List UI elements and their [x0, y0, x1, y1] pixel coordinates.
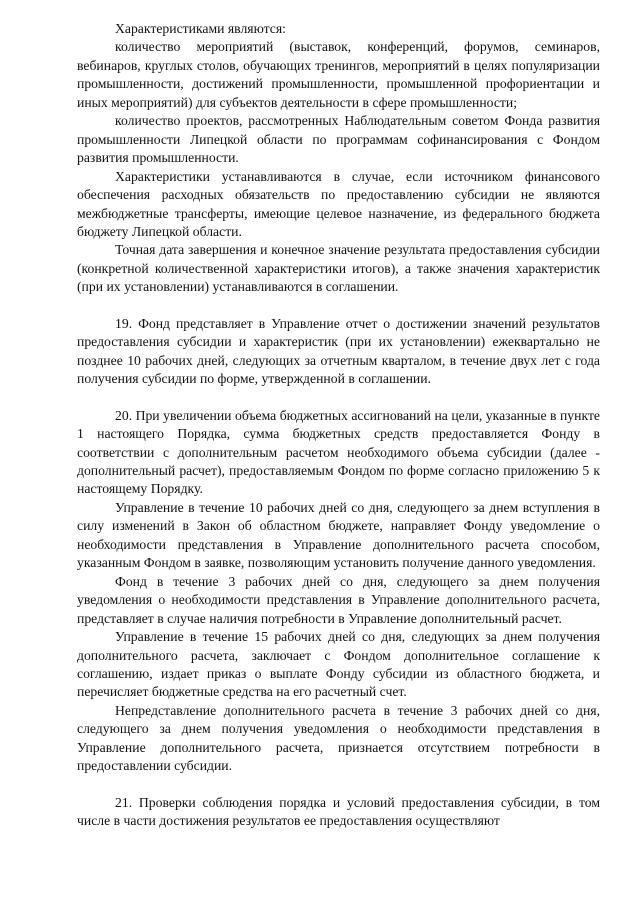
paragraph-management-agreement: Управление в течение 15 рабочих дней со дня, следующих за днем получения дополнительного расчета, заключает с Фондом дополнительное соглашение к соглашению, издает приказ о выплате Фонду субсидии из областного бюджета, и перечисляет бюджетные средства на его расчетный счет. [77, 629, 600, 700]
paragraph-management-notice: Управление в течение 10 рабочих дней со дня, следующего за днем вступления в силу изменений в Закон об областном бюджете, направляет Фонду уведомление о необходимости представления в Управление дополнительного расчета способом, указанным Фондом в заявке, позволяющим установить получение данного уведомления. [77, 499, 600, 571]
paragraph-characteristics-heading: Характеристиками являются: [115, 21, 286, 36]
document-body [77, 20, 600, 831]
paragraph-clause-21: 21. Проверки соблюдения порядка и условий предоставления субсидии, в том числе в части достижения результатов ее предоставления осуществляют [77, 794, 600, 829]
paragraph-events-count: количество мероприятий (выставок, конференций, форумов, семинаров, вебинаров, круглых столов, обучающих тренингов, мероприятий в целях популяризации промышленности, достижений промышленности, промышленной профориентации и иных мероприятий) для субъектов деятельности в сфере промышленности; [77, 39, 600, 110]
paragraph-completion-date: Точная дата завершения и конечное значение результата предоставления субсидии (конкретной количественной характеристики итогов), а также значения характеристик (при их установлении) устанавливаются в соглашении. [77, 242, 600, 295]
paragraph-non-submission: Непредставление дополнительного расчета в течение 3 рабочих дней со дня, следующего за днем получения уведомления о необходимости представления в Управление дополнительного расчета, признается отсутствием потребности в предоставлении субсидии. [77, 702, 600, 774]
paragraph-projects-count: количество проектов, рассмотренных Наблюдательным советом Фонда развития промышленности Липецкой области по программам софинансирования с Фондом развития промышленности. [77, 113, 600, 166]
paragraph-clause-20: 20. При увеличении объема бюджетных ассигнований на цели, указанные в пункте 1 настоящего Порядка, сумма бюджетных средств предоставляется Фонду в соответствии с дополнительным расчетом необходимого объема субсидии (далее - дополнительный расчет), предоставляемым Фондом по форме согласно приложению 5 к настоящему Порядку. [77, 407, 600, 497]
paragraph-fund-submission: Фонд в течение 3 рабочих дней со дня, следующего за днем получения уведомления о необходимости представления в Управление дополнительного расчета, представляет в случае наличия потребности в Управление дополнительный расчет. [77, 573, 600, 626]
paragraph-characteristics-condition: Характеристики устанавливаются в случае, если источником финансового обеспечения расходных обязательств по предоставлению субсидии не являются межбюджетные трансферты, имеющие целевое назначение, из федерального бюджета бюджету Липецкой области. [77, 168, 600, 239]
paragraph-clause-19: 19. Фонд представляет в Управление отчет о достижении значений результатов предоставления субсидии и характеристик (при их установлении) ежеквартально не позднее 10 рабочих дней, следующих за отчетным кварталом, в течение двух лет с года получения субсидии по форме, утвержденной в соглашении. [77, 315, 600, 387]
